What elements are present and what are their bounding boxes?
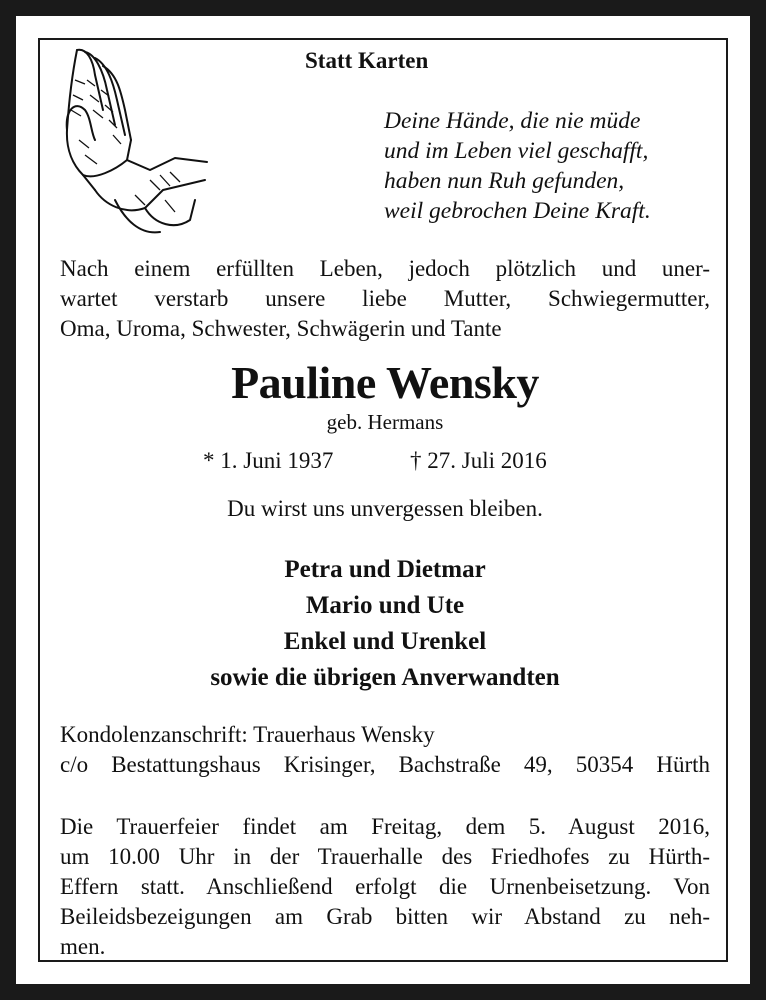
birth-name: geb. Hermans [326, 410, 444, 434]
birth-date: * 1. Juni 1937 [203, 448, 334, 473]
praying-hands-icon [55, 40, 215, 240]
mourner-line: sowie die übrigen Anverwandten [210, 664, 560, 691]
ceremony-line: men. [60, 934, 106, 959]
mourner-line: Enkel und Urenkel [283, 628, 487, 655]
mourner-line: Petra und Dietmar [284, 556, 486, 583]
poem-line: Deine Hände, die nie müde [384, 108, 641, 134]
ceremony-line: Effern statt. Anschließend erfolgt die Urnenbeisetzung. Von [60, 874, 710, 899]
farewell-line: Du wirst uns unvergessen bleiben. [227, 496, 543, 521]
poem-line: weil gebrochen Deine Kraft. [384, 198, 651, 224]
poem-line: und im Leben viel geschafft, [384, 138, 649, 164]
ceremony-line: Die Trauerfeier findet am Freitag, dem 5. August 2016, [60, 814, 710, 839]
intro-line: wartet verstarb unsere liebe Mutter, Schwiegermutter, [60, 286, 710, 311]
intro-line: Oma, Uroma, Schwester, Schwägerin und Tante [60, 316, 502, 341]
condolence-line: Kondolenzanschrift: Trauerhaus Wensky [60, 722, 435, 747]
deceased-name: Pauline Wensky [231, 357, 539, 408]
poem-line: haben nun Ruh gefunden, [384, 168, 625, 194]
death-date: † 27. Juli 2016 [410, 448, 547, 473]
ceremony-line: um 10.00 Uhr in der Trauerhalle des Friedhofes zu Hürth- [60, 844, 710, 869]
condolence-line: c/o Bestattungshaus Krisinger, Bachstraße 49, 50354 Hürth [60, 752, 710, 777]
ceremony-line: Beileidsbezeigungen am Grab bitten wir Abstand zu neh- [60, 904, 710, 929]
intro-line: Nach einem erfüllten Leben, jedoch plötzlich und uner- [60, 256, 710, 281]
header-title: Statt Karten [305, 48, 429, 73]
mourner-line: Mario und Ute [305, 592, 465, 619]
